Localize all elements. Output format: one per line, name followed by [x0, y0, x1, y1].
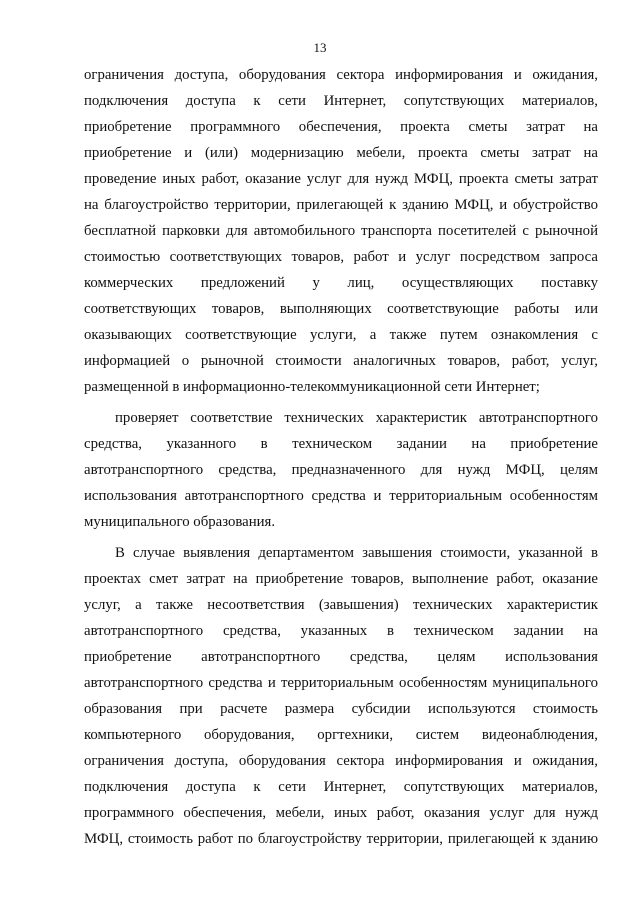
- text-line: приобретение и (или) модернизацию мебели, проекта сметы затрат на: [84, 145, 598, 161]
- text-line: коммерческих предложений у лиц, осуществляющих поставку: [84, 275, 598, 291]
- text-line: приобретение автотранспортного средства, целям использования: [84, 649, 598, 665]
- page-number: 13: [313, 40, 327, 55]
- text-line: приобретение программного обеспечения, проекта сметы затрат на: [84, 119, 598, 135]
- document-body: [84, 62, 598, 852]
- text-line: автотранспортного средства и территориальным особенностям муниципального: [84, 675, 598, 691]
- text-line: соответствующих товаров, выполняющих соответствующие работы или: [84, 301, 598, 317]
- text-line: автотранспортного средства, предназначенного для нужд МФЦ, целям: [84, 462, 598, 478]
- text-line: бесплатной парковки для автомобильного транспорта посетителей с рыночной: [84, 223, 598, 239]
- text-line: оказывающих соответствующие услуги, а также путем ознакомления с: [84, 327, 598, 343]
- text-line: программного обеспечения, мебели, иных работ, оказания услуг для нужд: [84, 805, 598, 821]
- text-line: на благоустройство территории, прилегающей к зданию МФЦ, и обустройство: [84, 197, 598, 213]
- paragraph: [84, 405, 598, 535]
- text-line: использования автотранспортного средства и территориальным особенностям: [84, 488, 598, 504]
- text-line: подключения доступа к сети Интернет, сопутствующих материалов,: [84, 93, 598, 109]
- text-line: стоимостью соответствующих товаров, работ и услуг посредством запроса: [84, 249, 598, 265]
- text-line: В случае выявления департаментом завышения стоимости, указанной в: [115, 545, 598, 561]
- text-line: автотранспортного средства, указанных в техническом задании на: [84, 623, 598, 639]
- text-line: информацией о рыночной стоимости аналогичных товаров, работ, услуг,: [84, 353, 598, 369]
- text-line: МФЦ, стоимость работ по благоустройству территории, прилегающей к зданию: [84, 831, 598, 847]
- text-line: компьютерного оборудования, оргтехники, систем видеонаблюдения,: [84, 727, 598, 743]
- text-line: образования при расчете размера субсидии используются стоимость: [84, 701, 598, 717]
- text-line: муниципального образования.: [84, 514, 276, 530]
- text-line: проектах смет затрат на приобретение товаров, выполнение работ, оказание: [84, 571, 598, 587]
- paragraph: [84, 540, 598, 852]
- text-line: подключения доступа к сети Интернет, сопутствующих материалов,: [84, 779, 598, 795]
- text-line: ограничения доступа, оборудования сектора информирования и ожидания,: [84, 753, 598, 769]
- text-line: услуг, а также несоответствия (завышения) технических характеристик: [84, 597, 598, 613]
- text-line: проверяет соответствие технических характеристик автотранспортного: [115, 410, 598, 426]
- paragraph: [84, 62, 598, 400]
- text-line: размещенной в информационно-телекоммуникационной сети Интернет;: [84, 379, 540, 395]
- text-line: средства, указанного в техническом задании на приобретение: [84, 436, 598, 452]
- text-line: ограничения доступа, оборудования сектора информирования и ожидания,: [84, 67, 598, 83]
- text-line: проведение иных работ, оказание услуг для нужд МФЦ, проекта сметы затрат: [84, 171, 598, 187]
